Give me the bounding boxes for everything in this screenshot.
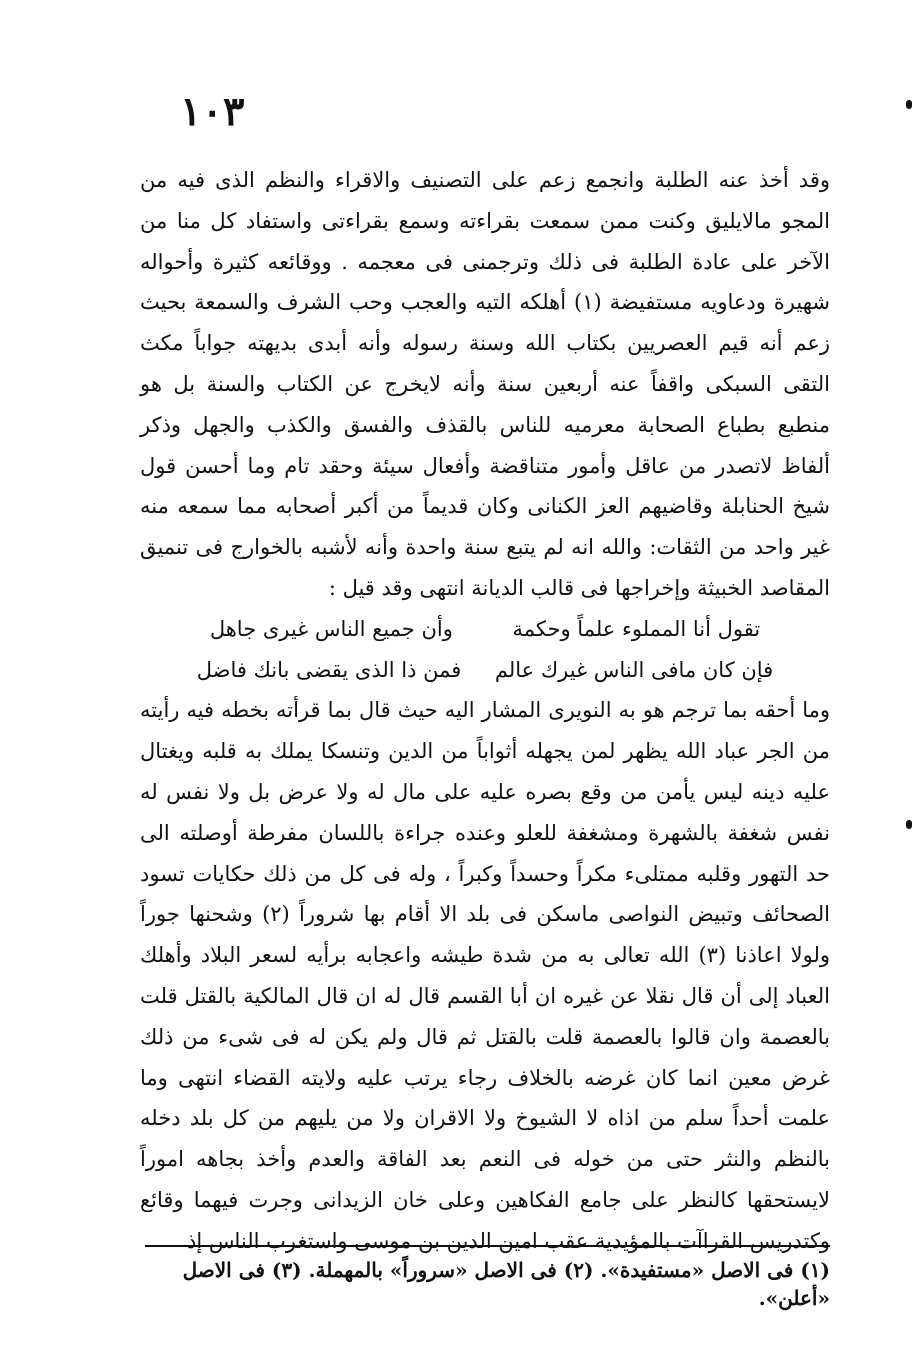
verse-hemistich-right: فإن كان مافى الناس غيرك عالم <box>494 657 774 682</box>
paragraph: وما أحقه بما ترجم هو به النويرى المشار اليه حيث قال بما قرأته بخطه فيه رأيته من الجر عباد الله يظهر لمن يجهله أثواباً من الدين وتنسكا يملك به قلبه ويغتال عليه دينه ليس يأمن من وقع بصره عليه على مال له ولا عرض بل ولا نفس له نفس شغفة بالشهرة ومشغفة للعلو وعنده جراءة باللسان مفرطة أوصلته الى حد التهور وقلبه ممتلىء مكراً وحسداً وكبراً ، وله فى كل من ذلك حكايات تسود الصحائف وتبيض النواصى ماسكن فى بلد الا أقام بها شروراً (٢) وشحنها جوراً ولولا اعاذنا (٣) الله تعالى به من شدة طيشه واعجابه برأيه لسعر البلاد وأهلك العباد إلى أن قال نقلا عن غيره ان أبا القسم قال له ان قال المالكية بالقتل قلت بالعصمة وان قالوا بالعصمة قلت بالقتل ثم قال ولم يكن له فى شىء من ذلك غرض معين انما كان غرضه بالخلاف رجاء يرتب عليه ولايته القضاء انتهى وما علمت أحداً سلم من اذاه لا الشيوخ ولا الاقران ولا من يليهم من كل بلد دخله بالنظم والنثر حتى من خوله فى النعم بعد الفاقة والعدم وأخذ بجاهه اموراً لايستحقها كالنظر على جامع الفكاهين وعلى خان الزيدانى وجرت فيهما وقائع وكتدريس القراآت بالمؤيدية عقب امين الدين بن موسى واستغرب الناس إذ <box>140 698 830 1253</box>
page-number: ١٠٣ <box>180 88 245 135</box>
scan-mark <box>906 820 912 829</box>
main-text <box>140 160 830 1262</box>
verse-hemistich-left: وأن جميع الناس غيرى جاهل <box>209 616 453 641</box>
footnotes: (١) فى الاصل «مستفيدة». (٢) فى الاصل «سروراً» بالمهملة. (٣) فى الاصل «أعلن». <box>182 1258 830 1310</box>
footnote-divider <box>145 1245 830 1247</box>
paragraph: وقد أخذ عنه الطلبة وانجمع زعم على التصنيف والاقراء والنظم الذى فيه من المجو مالايليق وكنت ممن سمعت بقراءته وسمع بقراءتى واستفاد كل منا من الآخر على عادة الطلبة فى ذلك وترجمنى فى معجمه . ووقائعه كثيرة وأحواله شهيرة ودعاويه مستفيضة (١) أهلكه التيه والعجب وحب الشرف والسمعة بحيث زعم أنه قيم العصريين بكتاب الله وسنة رسوله وأنه أبدى بديهته جواباً مكث التقى السبكى واقفاً عنه أربعين سنة وأنه لايخرج عن الكتاب والسنة بل هو منطبع بطباع الصحابة معرميه للناس بالقذف والفسق والكذب والجهل وذكر ألفاظ لاتصدر من عاقل وأمور متناقضة وأفعال سيئة وحقد تام وما أحسن قول شيخ الحنابلة وقاضيهم العز الكنانى وكان قديماً من أكبر أصحابه مما سمعه منه غير واحد من الثقات: والله انه لم يتبع سنة واحدة وأنه لأشبه بالخوارج فى تنميق المقاصد الخبيثة وإخراجها فى قالب الديانة انتهى وقد قيل : <box>140 168 831 600</box>
verse-line <box>140 609 830 650</box>
verse-line <box>140 650 830 691</box>
verse-hemistich-right: تقول أنا المملوء علماً وحكمة <box>512 616 761 641</box>
scan-mark <box>906 100 912 109</box>
verse-hemistich-left: فمن ذا الذى يقضى بانك فاضل <box>196 657 462 682</box>
